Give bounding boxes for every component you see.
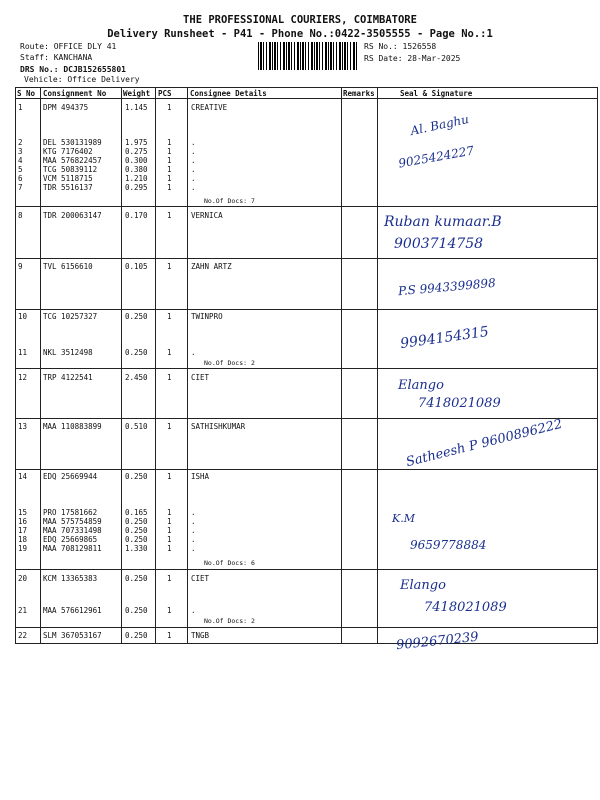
signature: Ruban kumaar.B (384, 214, 502, 230)
company-title: THE PROFESSIONAL COURIERS, COIMBATORE (183, 14, 417, 26)
row-weight: 1.975 (125, 138, 148, 147)
signature-phone: 9003714758 (394, 236, 484, 252)
row-weight: 0.250 (125, 348, 148, 357)
row-pcs: 1 (167, 138, 172, 147)
rs-date: RS Date: 28-Mar-2025 (364, 54, 461, 63)
signature: K.M (392, 512, 415, 525)
row-pcs: 1 (167, 517, 172, 526)
docs-count: No.Of Docs: 7 (204, 197, 255, 205)
docs-count: No.Of Docs: 2 (204, 359, 255, 367)
col-sno: S No (17, 89, 36, 98)
row-weight: 0.295 (125, 183, 148, 192)
row-consignee: . (191, 544, 196, 553)
col-divider (40, 87, 41, 644)
row-sno: 16 (18, 517, 28, 526)
row-consignment: EDQ 25669865 (43, 535, 98, 544)
signature: Al. Baghu (409, 111, 471, 139)
signature: Elango (398, 378, 444, 393)
row-consignment: TDR 5516137 (43, 183, 93, 192)
group-divider (15, 627, 598, 628)
row-consignee: . (191, 526, 196, 535)
row-consignee: . (191, 348, 196, 357)
row-weight: 0.105 (125, 262, 148, 271)
row-weight: 0.250 (125, 517, 148, 526)
row-pcs: 1 (167, 156, 172, 165)
row-consignee: TNGB (191, 631, 210, 640)
row-consignment: NKL 3512498 (43, 348, 93, 357)
row-sno: 4 (18, 156, 23, 165)
row-sno: 9 (18, 262, 23, 271)
group-divider (15, 309, 598, 310)
row-consignment: TDR 200063147 (43, 211, 102, 220)
row-weight: 0.250 (125, 312, 148, 321)
runsheet-table (15, 87, 598, 644)
row-consignee: . (191, 138, 196, 147)
signature-phone: 9025424227 (397, 143, 475, 171)
row-weight: 0.165 (125, 508, 148, 517)
row-sno: 6 (18, 174, 23, 183)
row-weight: 0.300 (125, 156, 148, 165)
row-consignment: SLM 367053167 (43, 631, 102, 640)
row-consignment: MAA 707331498 (43, 526, 102, 535)
row-consignee: . (191, 174, 196, 183)
row-weight: 0.250 (125, 606, 148, 615)
group-divider (15, 368, 598, 369)
row-pcs: 1 (167, 544, 172, 553)
row-pcs: 1 (167, 103, 172, 112)
row-consignee: . (191, 156, 196, 165)
row-consignment: KCM 13365383 (43, 574, 98, 583)
row-consignee: . (191, 606, 196, 615)
row-pcs: 1 (167, 183, 172, 192)
row-consignment: TCG 10257327 (43, 312, 98, 321)
row-consignee: VERNICA (191, 211, 223, 220)
row-sno: 15 (18, 508, 28, 517)
row-sno: 1 (18, 103, 23, 112)
route-label: Route: OFFICE DLY 41 (20, 42, 117, 51)
row-consignee: . (191, 147, 196, 156)
row-weight: 0.250 (125, 526, 148, 535)
docs-count: No.Of Docs: 2 (204, 617, 255, 625)
signature: 9092670239 (395, 629, 480, 654)
row-consignee: . (191, 535, 196, 544)
row-consignment: MAA 576822457 (43, 156, 102, 165)
signature-phone: 9659778884 (410, 538, 487, 552)
signature-phone: 7418021089 (418, 396, 501, 411)
row-sno: 7 (18, 183, 23, 192)
row-pcs: 1 (167, 373, 172, 382)
row-consignee: CREATIVE (191, 103, 228, 112)
row-consignment: VCM 5118715 (43, 174, 93, 183)
staff-label: Staff: KANCHANA (20, 53, 93, 62)
row-consignment: MAA 575754859 (43, 517, 102, 526)
row-consignment: MAA 576612961 (43, 606, 102, 615)
row-consignee: TWINPRO (191, 312, 223, 321)
col-divider (341, 87, 342, 644)
col-divider (155, 87, 156, 644)
row-sno: 8 (18, 211, 23, 220)
row-consignment: KTG 7176402 (43, 147, 93, 156)
row-consignee: ISHA (191, 472, 210, 481)
row-weight: 1.330 (125, 544, 148, 553)
row-weight: 1.210 (125, 174, 148, 183)
row-pcs: 1 (167, 574, 172, 583)
row-weight: 0.275 (125, 147, 148, 156)
col-seal: Seal & Signature (400, 89, 473, 98)
row-weight: 0.250 (125, 472, 148, 481)
docs-count: No.Of Docs: 6 (204, 559, 255, 567)
header-divider (15, 98, 598, 99)
signature: Elango (400, 578, 446, 593)
row-pcs: 1 (167, 606, 172, 615)
row-pcs: 1 (167, 348, 172, 357)
row-pcs: 1 (167, 165, 172, 174)
drs-label: DRS No.: DCJB152655801 (20, 65, 126, 74)
row-consignment: DEL 530131989 (43, 138, 102, 147)
row-weight: 0.250 (125, 535, 148, 544)
group-divider (15, 258, 598, 259)
row-weight: 0.250 (125, 631, 148, 640)
row-pcs: 1 (167, 472, 172, 481)
col-consignment: Consignment No (43, 89, 107, 98)
col-divider (187, 87, 188, 644)
row-pcs: 1 (167, 535, 172, 544)
row-consignment: MAA 708129811 (43, 544, 102, 553)
row-sno: 17 (18, 526, 28, 535)
group-divider (15, 206, 598, 207)
row-weight: 0.250 (125, 574, 148, 583)
col-divider (121, 87, 122, 644)
row-consignee: . (191, 183, 196, 192)
col-divider (377, 87, 378, 644)
row-consignee: ZAHN ARTZ (191, 262, 232, 271)
row-weight: 0.170 (125, 211, 148, 220)
row-sno: 2 (18, 138, 23, 147)
row-consignment: TVL 6156610 (43, 262, 93, 271)
row-consignee: SATHISHKUMAR (191, 422, 246, 431)
signature: P.S 9943399898 (397, 275, 497, 299)
row-pcs: 1 (167, 508, 172, 517)
row-consignment: PRO 17581662 (43, 508, 98, 517)
col-weight: Weight (123, 89, 151, 98)
row-consignment: TCG 50839112 (43, 165, 98, 174)
row-sno: 12 (18, 373, 28, 382)
row-sno: 10 (18, 312, 28, 321)
row-sno: 13 (18, 422, 28, 431)
signature-phone: 7418021089 (424, 600, 507, 615)
row-pcs: 1 (167, 174, 172, 183)
signature: Satheesh P 9600896222 (404, 416, 564, 471)
col-pcs: PCS (158, 89, 172, 98)
row-pcs: 1 (167, 422, 172, 431)
row-pcs: 1 (167, 631, 172, 640)
row-pcs: 1 (167, 211, 172, 220)
row-weight: 1.145 (125, 103, 148, 112)
group-divider (15, 569, 598, 570)
row-sno: 19 (18, 544, 28, 553)
row-sno: 22 (18, 631, 28, 640)
row-consignment: TRP 4122541 (43, 373, 93, 382)
row-consignment: MAA 110883899 (43, 422, 102, 431)
signature: 9994154315 (399, 323, 490, 353)
row-pcs: 1 (167, 526, 172, 535)
row-weight: 0.380 (125, 165, 148, 174)
vehicle-label: Vehicle: Office Delivery (24, 75, 140, 84)
row-sno: 11 (18, 348, 28, 357)
row-sno: 18 (18, 535, 28, 544)
runsheet-title: Delivery Runsheet - P41 - Phone No.:0422-3505555 - Page No.:1 (107, 28, 493, 40)
rs-number: RS No.: 1526558 (364, 42, 437, 51)
row-sno: 5 (18, 165, 23, 174)
row-sno: 3 (18, 147, 23, 156)
col-remarks: Remarks (343, 89, 375, 98)
row-pcs: 1 (167, 312, 172, 321)
row-sno: 14 (18, 472, 28, 481)
group-divider (15, 418, 598, 419)
row-consignment: DPM 494375 (43, 103, 89, 112)
group-divider (15, 469, 598, 470)
row-consignee: . (191, 517, 196, 526)
row-consignee: CIET (191, 574, 210, 583)
row-sno: 21 (18, 606, 28, 615)
row-pcs: 1 (167, 147, 172, 156)
barcode (258, 42, 358, 70)
row-weight: 2.450 (125, 373, 148, 382)
row-consignee: CIET (191, 373, 210, 382)
row-sno: 20 (18, 574, 28, 583)
row-weight: 0.510 (125, 422, 148, 431)
row-consignee: . (191, 508, 196, 517)
col-consignee: Consignee Details (190, 89, 267, 98)
row-consignee: . (191, 165, 196, 174)
row-consignment: EDQ 25669944 (43, 472, 98, 481)
row-pcs: 1 (167, 262, 172, 271)
